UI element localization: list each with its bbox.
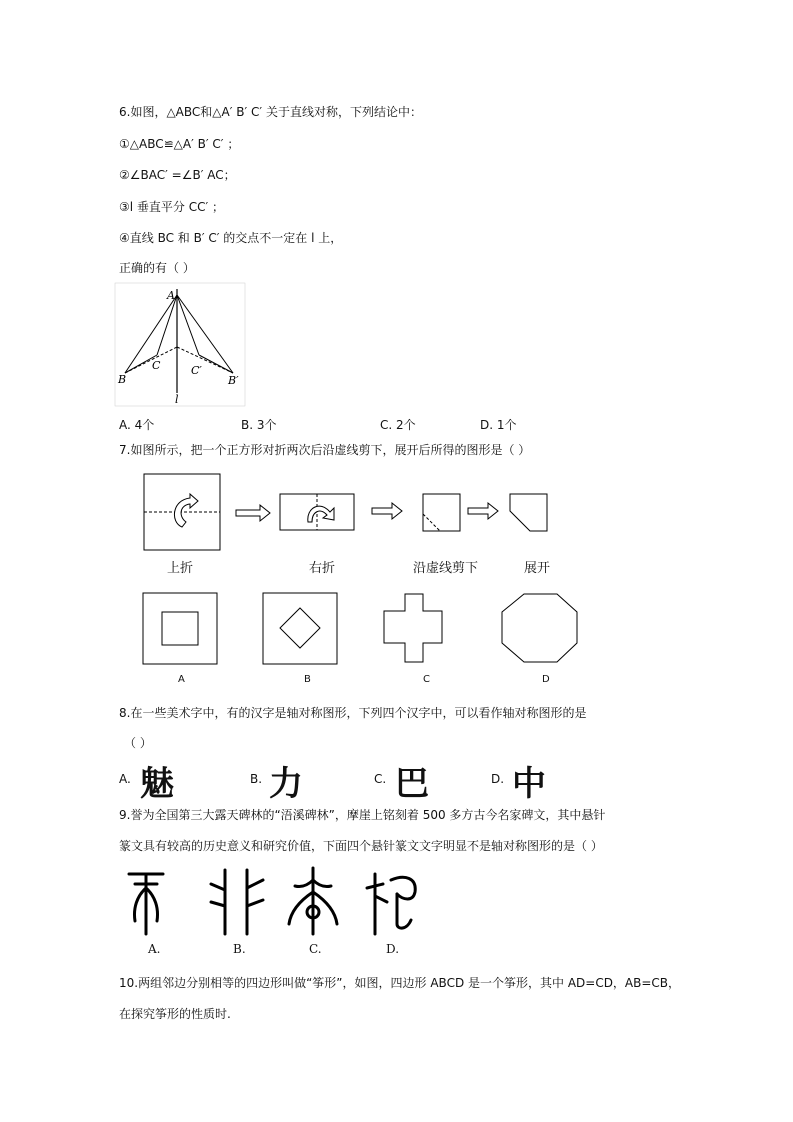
q7-step-label-3: 沿虚线剪下 — [413, 561, 479, 576]
label-A: A — [167, 289, 175, 302]
label-B: B — [118, 373, 127, 386]
q6-option-c: C. 2个 — [380, 418, 416, 432]
option-c-cross — [384, 594, 442, 662]
q7-step-label-4: 展开 — [524, 561, 551, 576]
q9-option-a: A. — [148, 942, 161, 956]
q6-statement-3: ③l 垂直平分 CC′ ； — [119, 200, 225, 214]
arrow-right-icon — [372, 503, 402, 519]
q8-paren: （ ） — [124, 736, 152, 750]
step4-cut-square — [510, 494, 547, 531]
q6-option-a: A. 4个 — [119, 418, 155, 432]
arrow-right-icon — [236, 505, 270, 521]
label-C: C — [152, 359, 161, 372]
q6-option-b: B. 3个 — [241, 418, 277, 432]
q7-option-d: D — [542, 674, 550, 685]
q7-step-label-1: 上折 — [167, 561, 194, 576]
q8-option-a-label: A. — [119, 772, 131, 786]
q6-stem: 6.如图，△ABC和△A′ B′ C′ 关于直线对称，下列结论中： — [119, 105, 422, 119]
q9-seal-script-glyphs — [125, 866, 425, 941]
q7-option-a: A — [178, 674, 185, 685]
q8-option-d-char: 中 — [512, 764, 546, 804]
q7-option-b: B — [304, 674, 311, 685]
q10-line-2: 在探究筝形的性质时. — [119, 1007, 231, 1021]
q6-ask: 正确的有（ ） — [119, 261, 195, 275]
option-a-inner-square — [162, 612, 198, 645]
segment-ABp — [177, 295, 233, 373]
segment-ACp — [177, 295, 199, 355]
q8-option-d-label: D. — [491, 772, 505, 786]
q8-option-a-char: 魅 — [140, 764, 174, 804]
q8-stem: 8.在一些美术字中，有的汉字是轴对称图形，下列四个汉字中，可以看作轴对称图形的是 — [119, 706, 587, 720]
label-Cp: C′ — [191, 364, 202, 377]
seal-glyph-d — [367, 874, 415, 934]
q7-stem: 7.如图所示，把一个正方形对折两次后沿虚线剪下，展开后所得的图形是（ ） — [119, 443, 531, 457]
segment-AB — [125, 295, 177, 373]
q6-statement-1: ①△ABC≌△A′ B′ C′ ； — [119, 137, 240, 151]
label-l: l — [175, 393, 179, 406]
q8-option-c-label: C. — [374, 772, 387, 786]
q7-option-c: C — [423, 674, 430, 685]
q6-triangle-figure — [115, 283, 250, 408]
q10-line-1: 10.两组邻边分别相等的四边形叫做“筝形”，如图，四边形 ABCD 是一个筝形，其中 AD=CD，AB=CB， — [119, 976, 681, 990]
q9-option-d: D. — [386, 942, 400, 956]
q6-statement-4: ④直线 BC 和 B′ C′ 的交点不一定在 l 上， — [119, 231, 343, 245]
q6-figure-frame — [115, 283, 245, 406]
label-Bp: B′ — [228, 374, 239, 387]
q8-option-b-char: 力 — [269, 764, 303, 804]
q9-line-2: 篆文具有较高的历史意义和研究价值，下面四个悬针篆文文字明显不是轴对称图形的是（ ） — [119, 839, 603, 853]
arrow-right-icon — [468, 503, 498, 519]
option-d-octagon — [502, 594, 577, 662]
dashed-CBp — [177, 347, 233, 373]
seal-glyph-a — [129, 874, 163, 934]
q7-folding-steps — [140, 470, 560, 555]
q7-step-label-2: 右折 — [309, 561, 336, 576]
seal-glyph-c — [289, 868, 337, 934]
segment-AC — [157, 295, 177, 355]
q6-option-d: D. 1个 — [480, 418, 517, 432]
step3-small-square — [423, 494, 460, 531]
q8-option-b-label: B. — [250, 772, 263, 786]
seal-glyph-b — [211, 870, 263, 934]
q8-option-c-char: 巴 — [395, 764, 429, 804]
q9-line-1: 9.誉为全国第三大露天碑林的“浯溪碑林”，摩崖上铭刻着 500 多方古今名家碑文，其中悬针 — [119, 808, 606, 822]
q7-answer-figures — [140, 590, 585, 668]
q9-option-c: C. — [309, 942, 322, 956]
q9-option-b: B. — [233, 942, 246, 956]
q6-statement-2: ②∠BAC′ =∠B′ AC； — [119, 168, 236, 182]
